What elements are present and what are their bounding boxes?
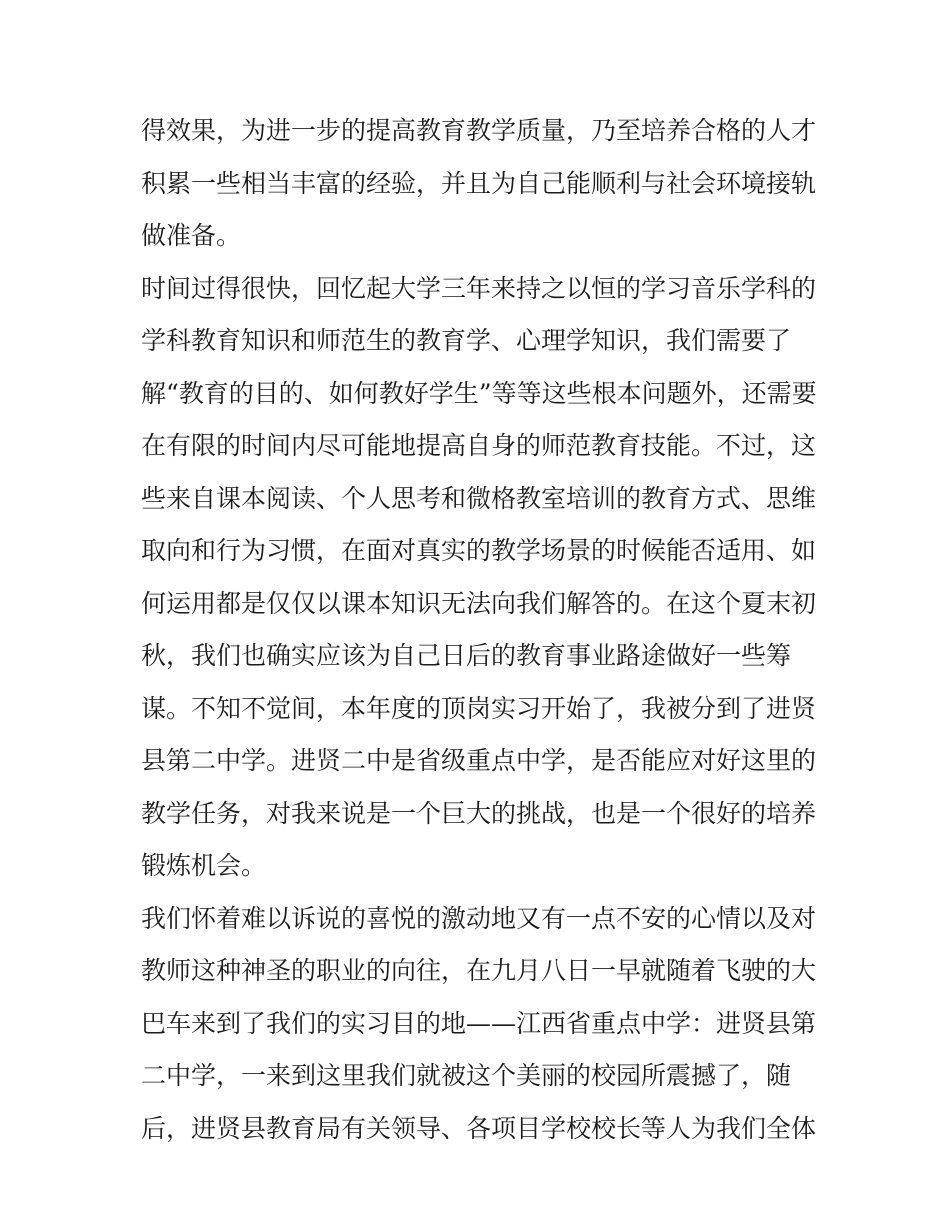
text-line: 秋，我们也确实应该为自己日后的教育事业路途做好一些筹 xyxy=(141,641,792,670)
text-line: 何运用都是仅仅以课本知识无法向我们解答的。在这个夏末初 xyxy=(141,588,817,618)
text-line: 得效果，为进一步的提高教育教学质量，乃至培养合格的人才 xyxy=(141,116,817,145)
text-line: 后，进贤县教育局有关领导、各项目学校校长等人为我们全体 xyxy=(141,1113,817,1143)
text-line: 些来自课本阅读、个人思考和微格教室培训的教育方式、思维 xyxy=(141,483,817,513)
text-line: 做准备。 xyxy=(141,221,242,250)
text-line: 锻炼机会。 xyxy=(141,851,267,880)
text-line: 我们怀着难以诉说的喜悦的激动地又有一点不安的心情以及对 xyxy=(141,903,817,933)
text-line: 时间过得很快，回忆起大学三年来持之以恒的学习音乐学科的 xyxy=(141,273,817,303)
text-line: 学科教育知识和师范生的教育学、心理学知识，我们需要了 xyxy=(141,326,792,355)
text-line: 二中学，一来到这里我们就被这个美丽的校园所震撼了，随 xyxy=(141,1061,792,1090)
text-line: 教学任务，对我来说是一个巨大的挑战，也是一个很好的培养 xyxy=(141,798,817,828)
text-line: 积累一些相当丰富的经验，并且为自己能顺利与社会环境接轨 xyxy=(141,168,817,198)
text-line: 谋。不知不觉间，本年度的顶岗实习开始了，我被分到了进贤 xyxy=(141,693,817,723)
text-line: 解“教育的目的、如何教好学生”等等这些根本问题外，还需要 xyxy=(141,378,817,408)
text-line: 取向和行为习惯，在面对真实的教学场景的时候能否适用、如 xyxy=(141,536,817,565)
text-line: 教师这种神圣的职业的向往，在九月八日一早就随着飞驶的大 xyxy=(141,956,817,985)
text-line: 巴车来到了我们的实习目的地——江西省重点中学：进贤县第 xyxy=(141,1008,817,1038)
text-line: 县第二中学。进贤二中是省级重点中学，是否能应对好这里的 xyxy=(141,746,817,775)
body-text xyxy=(141,105,821,1155)
text-line: 在有限的时间内尽可能地提高自身的师范教育技能。不过，这 xyxy=(141,431,817,460)
